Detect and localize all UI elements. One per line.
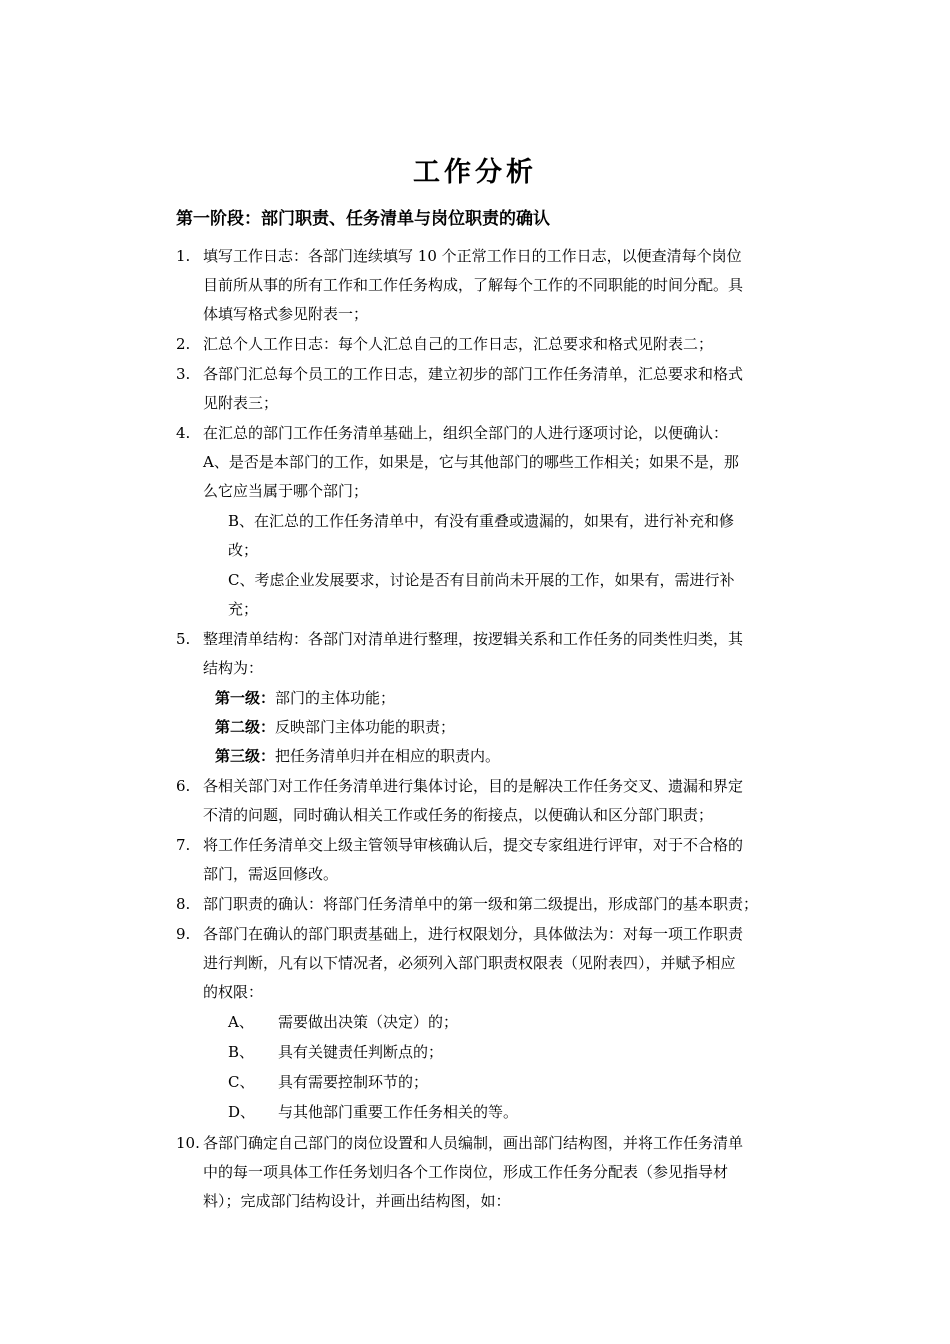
item-text: 将工作任务清单交上级主管领导审核确认后，提交专家组进行评审，对于不合格的 xyxy=(203,836,744,854)
item-text: 部门职责的确认：将部门任务清单中的第一级和第二级提出，形成部门的基本职责； xyxy=(203,895,759,913)
sub-item-text: 需要做出决策（决定）的； xyxy=(278,1013,459,1031)
item-number: 5. xyxy=(176,630,191,648)
sub-item-label: B、 xyxy=(228,1043,255,1061)
sub-item-text: 具有需要控制环节的； xyxy=(278,1073,429,1091)
item-text: 结构为： xyxy=(203,659,264,677)
item-text: 汇总个人工作日志：每个人汇总自己的工作日志，汇总要求和格式见附表二； xyxy=(203,335,714,353)
section-heading: 第一阶段：部门职责、任务清单与岗位职责的确认 xyxy=(176,209,550,229)
item-text: 各部门确定自己部门的岗位设置和人员编制，画出部门结构图，并将工作任务清单 xyxy=(203,1134,744,1152)
item-number: 7. xyxy=(176,836,191,854)
sub-item-label: A、 xyxy=(228,1013,254,1031)
level-line xyxy=(215,745,500,767)
item-text: 目前所从事的所有工作和工作任务构成，了解每个工作的不同职能的时间分配。具 xyxy=(203,276,744,294)
item-text: 在汇总的部门工作任务清单基础上，组织全部门的人进行逐项讨论，以便确认： xyxy=(203,424,729,442)
item-text: 各部门汇总每个员工的工作日志，建立初步的部门工作任务清单，汇总要求和格式 xyxy=(203,365,744,383)
sub-item-label: D、 xyxy=(228,1103,256,1121)
sub-item-text: 改； xyxy=(228,541,259,559)
sub-item-text: B、在汇总的工作任务清单中，有没有重叠或遗漏的，如果有，进行补充和修 xyxy=(228,512,735,530)
sub-item-text: 与其他部门重要工作任务相关的等。 xyxy=(278,1103,519,1121)
sub-item-text: 么它应当属于哪个部门； xyxy=(203,482,369,500)
item-text: 部门，需返回修改。 xyxy=(203,865,339,883)
level-label: 第三级： xyxy=(215,747,276,765)
sub-item-text: 充； xyxy=(228,600,259,618)
item-number: 1. xyxy=(176,247,191,265)
sub-item-label: C、 xyxy=(228,1073,255,1091)
item-text: 的权限： xyxy=(203,983,264,1001)
level-text: 部门的主体功能； xyxy=(275,689,396,707)
item-text: 填写工作日志：各部门连续填写 10 个正常工作日的工作日志，以便查清每个岗位 xyxy=(203,247,742,265)
item-number: 3. xyxy=(176,365,191,383)
level-label: 第二级： xyxy=(215,718,276,736)
item-text: 进行判断，凡有以下情况者，必须列入部门职责权限表（见附表四），并赋予相应 xyxy=(203,954,736,972)
item-text: 各相关部门对工作任务清单进行集体讨论，目的是解决工作任务交叉、遗漏和界定 xyxy=(203,777,744,795)
item-text: 料）；完成部门结构设计，并画出结构图，如： xyxy=(203,1192,511,1210)
item-number: 2. xyxy=(176,335,191,353)
level-label: 第一级： xyxy=(215,689,276,707)
item-text: 整理清单结构：各部门对清单进行整理，按逻辑关系和工作任务的同类性归类，其 xyxy=(203,630,744,648)
level-text: 反映部门主体功能的职责； xyxy=(275,718,456,736)
level-line xyxy=(215,716,455,738)
sub-item-text: A、是否是本部门的工作，如果是，它与其他部门的哪些工作相关；如果不是，那 xyxy=(203,453,739,471)
item-text: 中的每一项具体工作任务划归各个工作岗位，形成工作任务分配表（参见指导材 xyxy=(203,1163,729,1181)
item-number: 4. xyxy=(176,424,191,442)
item-text: 各部门在确认的部门职责基础上，进行权限划分，具体做法为：对每一项工作职责 xyxy=(203,925,744,943)
level-text: 把任务清单归并在相应的职责内。 xyxy=(275,747,501,765)
item-number: 9. xyxy=(176,925,191,943)
item-number: 10. xyxy=(176,1134,200,1152)
level-line xyxy=(215,687,395,709)
page-title: 工作分析 xyxy=(413,157,537,188)
item-text: 见附表三； xyxy=(203,394,279,412)
item-number: 6. xyxy=(176,777,191,795)
item-text: 不清的问题，同时确认相关工作或任务的衔接点，以便确认和区分部门职责； xyxy=(203,806,714,824)
sub-item-text: 具有关键责任判断点的； xyxy=(278,1043,444,1061)
item-text: 体填写格式参见附表一； xyxy=(203,305,369,323)
item-number: 8. xyxy=(176,895,191,913)
sub-item-text: C、考虑企业发展要求，讨论是否有目前尚未开展的工作，如果有，需进行补 xyxy=(228,571,735,589)
